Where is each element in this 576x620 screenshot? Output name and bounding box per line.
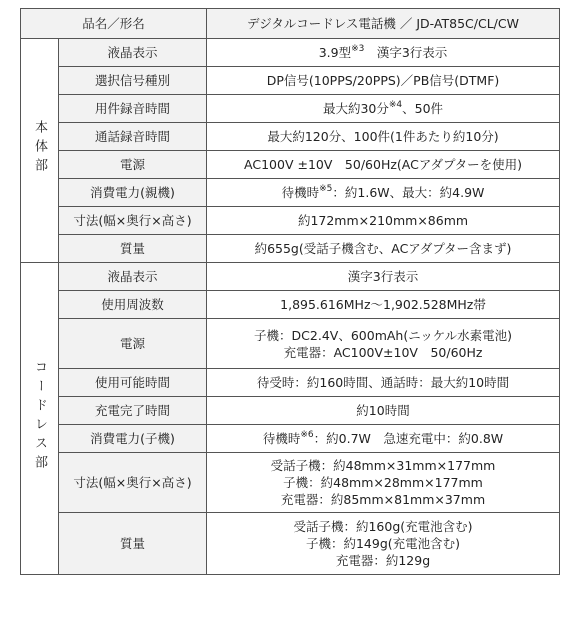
- table-row: [21, 319, 560, 369]
- row-value: 漢字3行表示: [207, 263, 560, 291]
- row-label: 選択信号種別: [59, 67, 207, 95]
- row-value: 待機時$^{※6}$：約0.7W 急速充電中：約0.8W: [207, 425, 560, 453]
- row-label: 液晶表示: [59, 39, 207, 67]
- row-value: 1,895.616MHz～1,902.528MHz帯: [207, 291, 560, 319]
- footnote-mark: ※5: [319, 183, 333, 194]
- row-label: 寸法(幅×奥行×高さ): [59, 207, 207, 235]
- row-label: 質量: [59, 235, 207, 263]
- row-label: 使用周波数: [59, 291, 207, 319]
- row-label: 使用可能時間: [59, 369, 207, 397]
- row-value: DP信号(10PPS/20PPS)／PB信号(DTMF): [207, 67, 560, 95]
- section-label-cordless-text: コードレス部: [32, 359, 47, 474]
- header-label: 品名／形名: [21, 9, 207, 39]
- table-row: [21, 453, 560, 513]
- section-label-base-text: 本体部: [32, 120, 47, 177]
- section-label-cordless: [21, 263, 59, 575]
- table-row: [21, 263, 560, 291]
- table-row: [21, 67, 560, 95]
- section-label-base: [21, 39, 59, 263]
- row-label: 充電完了時間: [59, 397, 207, 425]
- row-label: 通話録音時間: [59, 123, 207, 151]
- header-value: デジタルコードレス電話機 ／ JD-AT85C/CL/CW: [207, 9, 560, 39]
- row-label: 消費電力(親機): [59, 179, 207, 207]
- row-value: 約10時間: [207, 397, 560, 425]
- row-value: 待受時：約160時間、通話時：最大約10時間: [207, 369, 560, 397]
- table-row: [21, 291, 560, 319]
- table-row: [21, 425, 560, 453]
- row-value: 約655g(受話子機含む、ACアダプター含まず): [207, 235, 560, 263]
- row-label: 寸法(幅×奥行×高さ): [59, 453, 207, 513]
- row-value: 3.9型$^{※3}$ 漢字3行表示: [207, 39, 560, 67]
- row-value: 最大約120分、100件(1件あたり約10分): [207, 123, 560, 151]
- table-row: [21, 513, 560, 575]
- table-row: [21, 397, 560, 425]
- row-label: 電源: [59, 319, 207, 369]
- footnote-mark: ※6: [300, 429, 314, 440]
- row-value: 最大約30分$^{※4}$、50件: [207, 95, 560, 123]
- row-value: 待機時$^{※5}$：約1.6W、最大：約4.9W: [207, 179, 560, 207]
- table-row: [21, 39, 560, 67]
- table-row: [21, 123, 560, 151]
- footnote-mark: ※3: [351, 43, 365, 54]
- row-value: 受話子機：約48mm×31mm×177mm 子機：約48mm×28mm×177mm 充電器：約85mm×81mm×37mm: [207, 453, 560, 513]
- row-value: 子機：DC2.4V、600mAh(ニッケル水素電池) 充電器：AC100V±10V 50/60Hz: [207, 319, 560, 369]
- table-row: [21, 235, 560, 263]
- spec-table: [20, 8, 560, 575]
- row-value: 約172mm×210mm×86mm: [207, 207, 560, 235]
- row-label: 消費電力(子機): [59, 425, 207, 453]
- table-row: [21, 369, 560, 397]
- table-row: [21, 151, 560, 179]
- table-row: [21, 95, 560, 123]
- row-label: 液晶表示: [59, 263, 207, 291]
- header-row: [21, 9, 560, 39]
- row-label: 電源: [59, 151, 207, 179]
- table-row: [21, 207, 560, 235]
- row-label: 質量: [59, 513, 207, 575]
- row-value: 受話子機：約160g(充電池含む) 子機：約149g(充電池含む) 充電器：約129g: [207, 513, 560, 575]
- row-label: 用件録音時間: [59, 95, 207, 123]
- footnote-mark: ※4: [388, 99, 403, 110]
- table-row: [21, 179, 560, 207]
- row-value: AC100V ±10V 50/60Hz(ACアダプターを使用): [207, 151, 560, 179]
